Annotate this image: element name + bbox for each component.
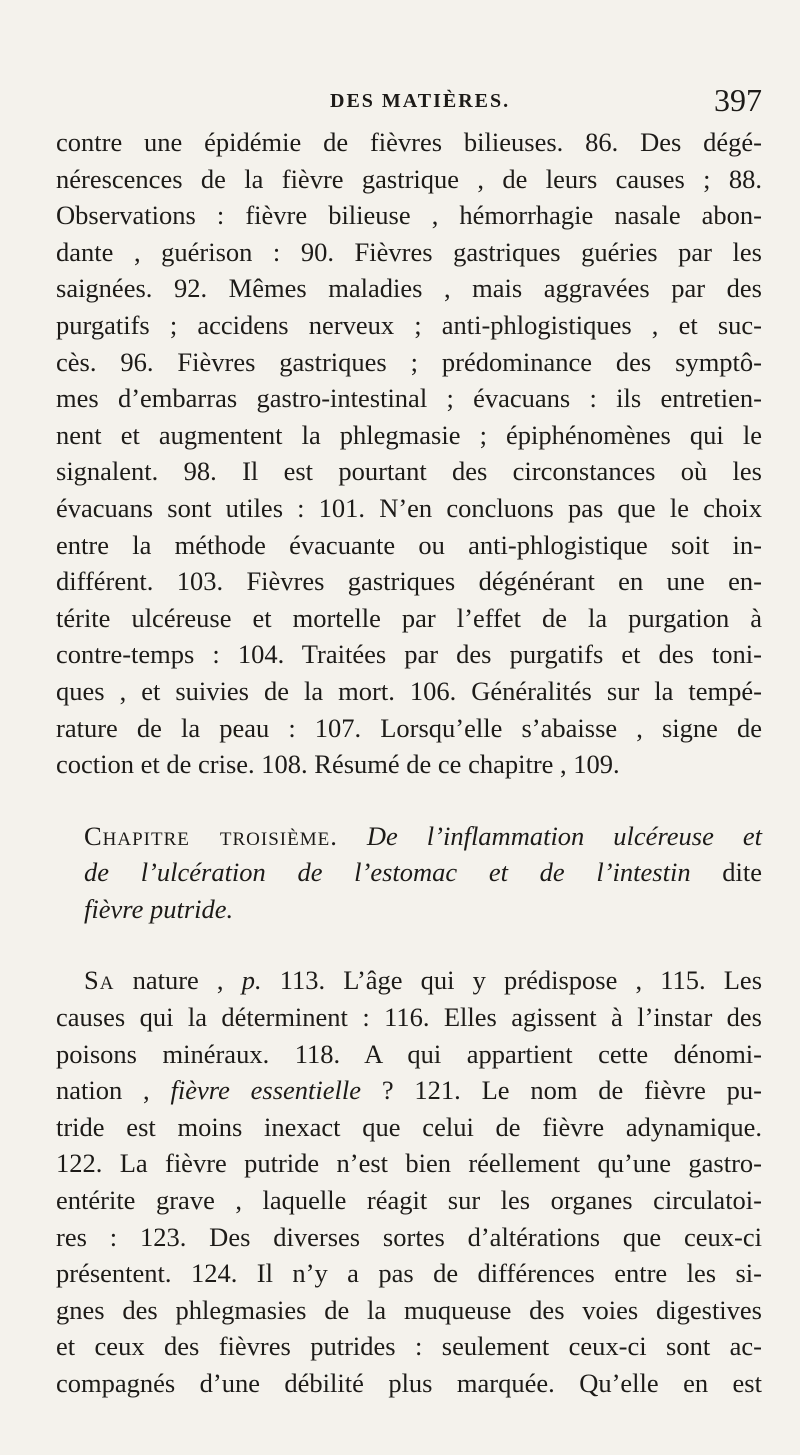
text-line: coction et de crise. 108. Résumé de ce chapitre , 109. [56,749,620,780]
chapter-label: Chapitre troisième. [84,820,338,851]
text-line: nérescences de la fièvre gastrique , de leurs causes ; 88. [56,163,762,194]
running-title: DES MATIÈRES. [330,90,511,112]
text-line: térite ulcéreuse et mortelle par l’effet de la purgation à [56,602,762,633]
chapter-title: fièvre putride. [84,893,234,924]
text-line: cès. 96. Fièvres gastriques ; prédominance des symptô- [56,346,762,377]
spacer [56,783,762,818]
text-line [56,962,762,999]
text-line: Observations : fièvre bilieuse , hémorrhagie nasale abon- [56,200,762,231]
spacer [56,927,762,962]
text-line: contre une épidémie de fièvres bilieuses. 86. Des dégé- [56,127,762,157]
chapter-title-roman: dite [722,857,763,888]
chapter-title: De l’inflammation ulcéreuse et [366,820,762,851]
text-run: ? 121. Le nom de fièvre pu- [381,1075,762,1106]
text-line: évacuans sont utiles : 101. N’en concluons pas que le choix [56,492,762,523]
chapter-heading-line [56,818,762,855]
chapter-heading-line [56,854,762,891]
italic-term: fièvre essentielle [170,1075,362,1106]
page-number: 397 [714,82,762,118]
text-line: gnes des phlegmasies de la muqueuse des voies digestives [56,1294,762,1325]
chapter-title: de l’ulcération de l’estomac et de l’intestin [84,857,691,888]
text-line: 122. La fièvre putride n’est bien réellement qu’une gastro- [56,1148,762,1179]
text-run: nation , [56,1075,150,1106]
page-abbrev: p. [241,965,262,996]
text-block [56,124,762,1402]
text-line: rature de la peau : 107. Lorsqu’elle s’abaisse , signe de [56,712,762,743]
index-paragraph-1 [56,124,762,783]
text-line: compagnés d’une débilité plus marquée. Qu’elle en est [56,1368,762,1398]
text-line: mes d’embarras gastro-intestinal ; évacuans : ils entretien- [56,383,762,414]
text-line: signalent. 98. Il est pourtant des circonstances où les [56,456,762,487]
text-line: dante , guérison : 90. Fièvres gastriques guéries par les [56,236,762,267]
text-line: tride est moins inexact que celui de fièvre adynamique. [56,1111,762,1142]
text-line: ques , et suivies de la mort. 106. Généralités sur la tempé- [56,675,762,706]
text-line: contre-temps : 104. Traitées par des purgatifs et des toni- [56,639,762,670]
text-line: différent. 103. Fièvres gastriques dégénérant en une en- [56,566,762,597]
text-line: saignées. 92. Mêmes maladies , mais aggravées par des [56,273,762,304]
text-line: et ceux des fièvres putrides : seulement ceux-ci sont ac- [56,1331,762,1362]
chapter-heading-line [56,891,762,928]
text-run: nature , [132,965,224,996]
text-line [56,1072,762,1109]
text-line: nent et augmentent la phlegmasie ; épiphénomènes qui le [56,419,762,450]
chapter-heading [56,818,762,928]
text-line: purgatifs ; accidens nerveux ; anti-phlogistiques , et suc- [56,309,762,340]
index-paragraph-2 [56,962,762,1401]
smallcaps-word: Sa [84,965,115,996]
text-line: présentent. 124. Il n’y a pas de différences entre les si- [56,1258,762,1289]
text-line: causes qui la déterminent : 116. Elles agissent à l’instar des [56,1002,762,1033]
text-line: res : 123. Des diverses sortes d’altérations que ceux-ci [56,1221,762,1252]
text-line: entérite grave , laquelle réagit sur les organes circulatoi- [56,1185,762,1216]
text-run: 113. L’âge qui y prédispose , 115. Les [279,965,763,996]
text-line: poisons minéraux. 118. A qui appartient cette dénomi- [56,1038,762,1069]
text-line: entre la méthode évacuante ou anti-phlogistique soit in- [56,529,762,560]
running-head [0,82,800,122]
